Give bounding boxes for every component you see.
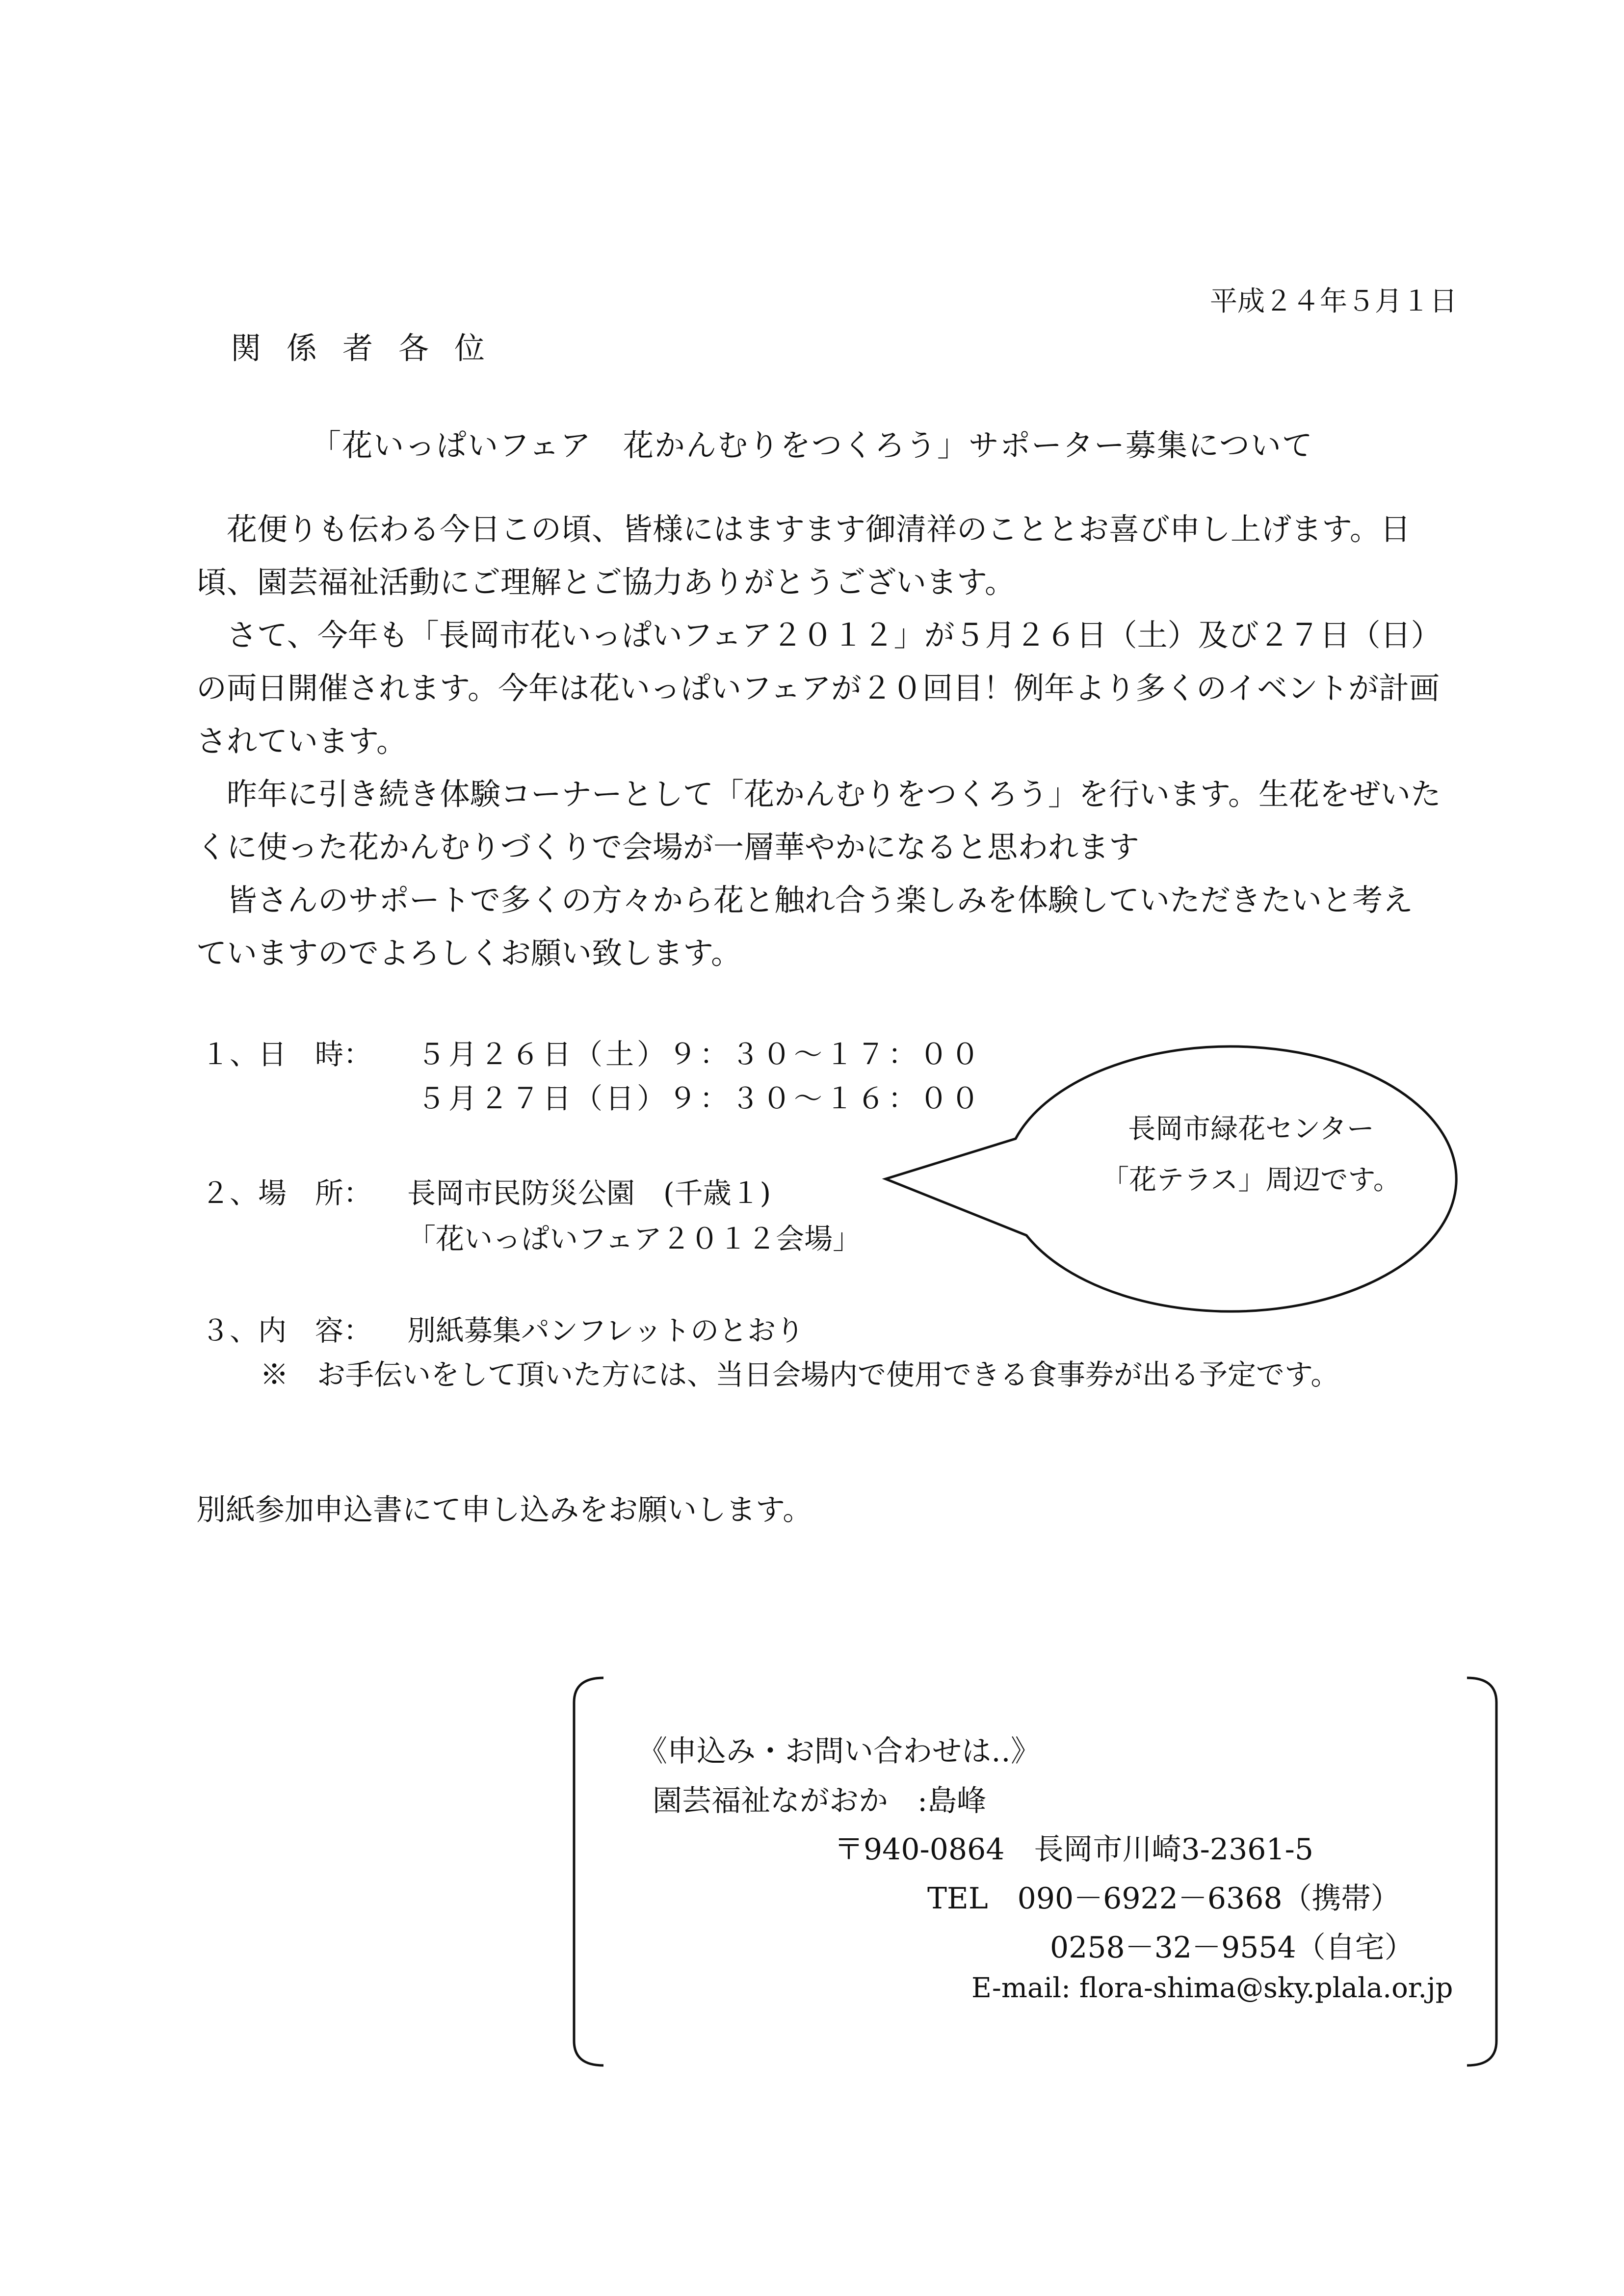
contact-email: E-mail: flora-shima@sky.plala.or.jp bbox=[971, 1972, 1453, 2004]
body-paragraph: 昨年に引き続き体験コーナーとして「花かんむりをつくろう」を行います。生花をぜいたくに使った花かんむりづくりで会場が一層華やかになると思われます bbox=[196, 776, 1441, 865]
contact-tel-home: 0258－32－9554（自宅） bbox=[1050, 1931, 1414, 1965]
letter-date: 平成２４年５月１日 bbox=[1210, 286, 1457, 317]
content-note: ※ お手伝いをして頂いた方には、当日会場内で使用できる食事券が出る予定です。 bbox=[260, 1358, 1339, 1391]
contact-organization: 園芸福祉ながおか :島峰 bbox=[653, 1784, 987, 1818]
addressee: 関係者各位 bbox=[231, 330, 511, 366]
datetime-line-2: ５月２７日（日）９：３０～１６：００ bbox=[417, 1082, 983, 1115]
closing-text: 別紙参加申込書にて申し込みをお願いします。 bbox=[196, 1493, 812, 1527]
body-paragraph: さて、今年も「長岡市花いっぱいフェア２０１２」が５月２６日（土）及び２７日（日）の両日開催されます。今年は花いっぱいフェアが２０回目！例年より多くのイベントが計画されています。 bbox=[196, 617, 1441, 759]
contact-tel-mobile: TEL 090－6922－6368（携帯） bbox=[927, 1881, 1400, 1916]
content-line-1: 別紙募集パンフレットのとおり bbox=[407, 1314, 805, 1347]
datetime-line-1: ５月２６日（土）９：３０～１７：００ bbox=[417, 1038, 983, 1071]
contact-heading: 《申込み・お問い合わせは‥》 bbox=[638, 1734, 1041, 1769]
balloon-line-2: 「花テラス」周辺です。 bbox=[1101, 1164, 1401, 1196]
place-line-1: 長岡市民防災公園 (千歳１) bbox=[407, 1176, 771, 1210]
contact-address: 〒940-0864 長岡市川崎3-2361-5 bbox=[834, 1832, 1314, 1867]
content-label: ３、内 容： bbox=[201, 1314, 372, 1347]
body-paragraph: 花便りも伝わる今日この頃、皆様にはますます御清祥のこととお喜び申し上げます。日頃、園芸福祉活動にご理解とご協力ありがとうございます。 bbox=[196, 511, 1411, 600]
left-bracket bbox=[574, 1678, 603, 2065]
place-line-2: 「花いっぱいフェア２０１２会場」 bbox=[407, 1222, 862, 1255]
page-title: 「花いっぱいフェア 花かんむりをつくろう」サポーター募集について bbox=[311, 427, 1313, 463]
datetime-label: １、日 時： bbox=[201, 1038, 372, 1071]
body-paragraph: 皆さんのサポートで多くの方々から花と触れ合う楽しみを体験していただきたいと考えていますのでよろしくお願い致します。 bbox=[196, 882, 1414, 971]
balloon-line-1: 長岡市緑花センター bbox=[1128, 1113, 1374, 1145]
right-bracket bbox=[1467, 1678, 1496, 2065]
place-label: ２、場 所： bbox=[201, 1176, 372, 1210]
